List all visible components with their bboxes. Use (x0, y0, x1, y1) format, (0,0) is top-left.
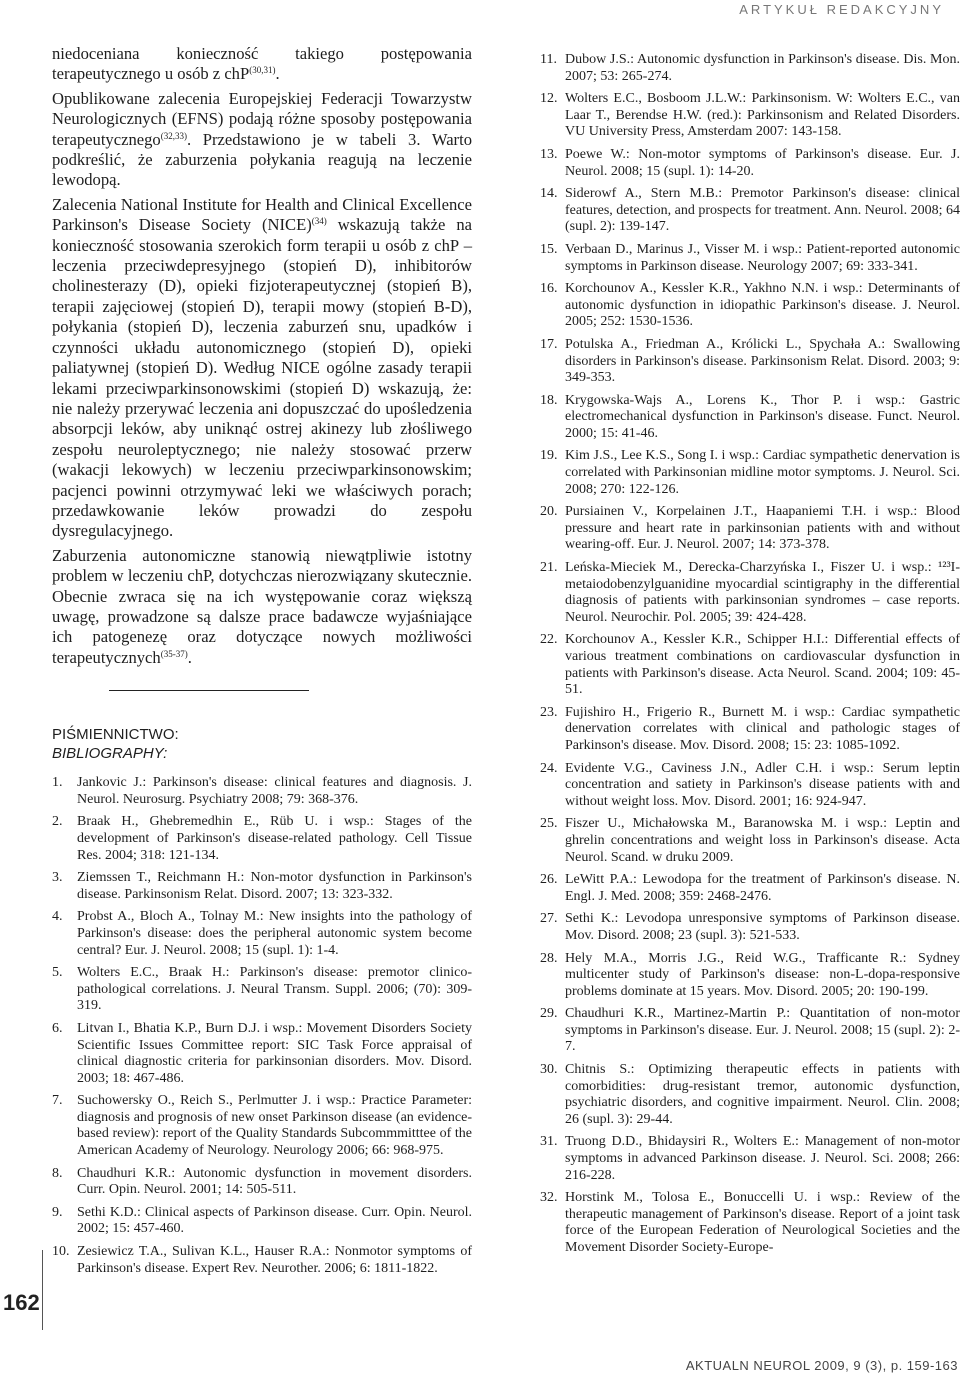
reference-text: Fujishiro H., Frigerio R., Burnett M. i wsp.: Cardiac sympathetic denervation correlates with clinical and pathologic stages of Parkinson's disease. Mov. Disord. 2008; 15: 23: 1085-1092. (565, 704, 960, 753)
reference-list-right (540, 52, 960, 1257)
reference-item (540, 705, 960, 755)
citation: (34) (311, 216, 327, 227)
paragraph-3: Zalecenia National Institute for Health and Clinical Excellence Parkinson's Disease Society (NICE)$^{(34)}$ wskazują także na konieczność stosowania szerokich form terapii u osób z chP – leczenia przeciwdepresyjnego (stopień D), inhibitorów cholinesterazy (D), opieki fizjoterapeutycznej (stopień B), terapii zajęciowej (stopień D), terapii mowy (stopień B-D), połykania (stopień D), leczenia zaburzeń snu, upadków i czynności układu autonomicznego (stopień D), opieki paliatywnej (stopień D). Według NICE ogólne zasady terapii lekami przeciwparkinsonowskimi (stopień D) wskazują, że: nie należy przerywać leczenia ani dopuszczać do upośledzenia absorpcji leków, aby uniknąć ostrej akinezy lub złośliwego zespołu neuroleptycznego; nie należy stosować przerw (wakacji lekowych) w leczeniu przeciwparkinsonowskim; pacjenci powinni otrzymywać leki we właściwych porach; przedawkowanie leków prowadzi do zespołu dysregulacyjnego. (52, 194, 472, 541)
reference-item (540, 337, 960, 387)
reference-number: 30. (540, 1062, 558, 1078)
reference-text: Wolters E.C., Braak H.: Parkinson's disease: premotor clinico-pathological correlations. J. Neural Transm. Suppl. 2006; (70): 309-319. (77, 965, 472, 1014)
reference-item (540, 393, 960, 443)
reference-number: 22. (540, 632, 558, 648)
reference-item (52, 909, 472, 959)
reference-number: 31. (540, 1134, 558, 1150)
reference-item (540, 1006, 960, 1056)
reference-text: Fiszer U., Michałowska M., Baranowska M. i wsp.: Leptin and ghrelin concentrations and weight loss in Parkinson's disease. Acta Neurol. Scand. w druku 2009. (565, 816, 960, 865)
reference-number: 29. (540, 1006, 558, 1022)
reference-number: 13. (540, 146, 558, 162)
reference-item (540, 52, 960, 85)
reference-item (540, 1134, 960, 1184)
reference-number: 8. (52, 1165, 63, 1181)
reference-item (540, 242, 960, 275)
reference-text: LeWitt P.A.: Lewodopa for the treatment of Parkinson's disease. N. Engl. J. Med. 2008; 359: 2468-2476. (565, 872, 960, 904)
citation: (32,33) (160, 130, 187, 141)
reference-item (52, 1166, 472, 1199)
reference-number: 12. (540, 91, 558, 107)
reference-number: 5. (52, 965, 63, 981)
reference-number: 20. (540, 504, 558, 520)
reference-text: Sethi K.D.: Clinical aspects of Parkinson disease. Curr. Opin. Neurol. 2002; 15: 457-460. (77, 1204, 472, 1237)
reference-text: Horstink M., Tolosa E., Bonuccelli U. i wsp.: Review of the therapeutic management of Parkinson's disease. Report of a joint task force of the European Federation of Neurological Societies and the Movement Disorder Society-Europe- (565, 1190, 960, 1255)
reference-text: Zesiewicz T.A., Sulivan K.L., Hauser R.A.: Nonmotor symptoms of Parkinson's disease. Expert Rev. Neurother. 2006; 6: 1811-1822. (77, 1244, 472, 1276)
page-number-divider (42, 1250, 43, 1330)
reference-number: 2. (52, 814, 63, 830)
reference-text: Chitnis S.: Optimizing therapeutic effects in patients with comorbidities: drug-resistant tremor, autonomic dysfunction, psychiatric disorders, and cognitive impairment. Neurol. Clin. 2008; 26 (supl. 3): 29-44. (565, 1062, 960, 1127)
reference-number: 4. (52, 909, 63, 925)
reference-number: 1. (52, 775, 63, 791)
reference-item (52, 1021, 472, 1087)
reference-number: 7. (52, 1093, 63, 1109)
reference-number: 27. (540, 911, 558, 927)
reference-text: Truong D.D., Bhidaysiri R., Wolters E.: Management of non-motor symptoms in advanced Parkinson disease. J. Neurol. Sci. 2008; 266: 216-228. (565, 1134, 960, 1183)
paragraph-2: Opublikowane zalecenia Europejskiej Federacji Towarzystw Neurologicznych (EFNS) podają różne sposoby postępowania terapeutycznego$^{(32,33)}$. Przedstawiono je w tabeli 3. Warto podkreślić, że zaburzenia połykania reagują na leczenie lewodopą. (52, 88, 472, 190)
paragraph-4: Zaburzenia autonomiczne stanowią niewątpliwie istotny problem w leczeniu chP, dotychczas nierozwiązany skutecznie. Obecnie zwraca się na ich występowanie coraz większą uwagę, prowadzone są dalsze prace badawcze wyjaśniające ich patogenezę oraz dotyczące nowych możliwości terapeutycznych$^{(35-37)}$. (52, 545, 472, 667)
reference-item (540, 448, 960, 498)
reference-text: Kim J.S., Lee K.S., Song I. i wsp.: Cardiac sympathetic denervation is correlated with Parkinsonian midline motor symptoms. J. Neurol. Sci. 2008; 270: 122-126. (565, 448, 960, 497)
reference-item (540, 560, 960, 626)
reference-item (540, 632, 960, 698)
reference-item (540, 872, 960, 905)
reference-item (540, 281, 960, 331)
reference-list-left (52, 775, 472, 1277)
reference-text: Poewe W.: Non-motor symptoms of Parkinson's disease. Eur. J. Neurol. 2008; 15 (supl. 1): 14-20. (565, 146, 960, 179)
reference-item (540, 1190, 960, 1256)
reference-item (540, 1062, 960, 1128)
citation: (35-37) (160, 648, 188, 659)
reference-text: Jankovic J.: Parkinson's disease: clinical features and diagnosis. J. Neurol. Neurosurg. Psychiatry 2008; 79: 368-376. (77, 775, 472, 807)
reference-text: Evidente V.G., Caviness J.N., Adler C.H. i wsp.: Serum leptin concentration and satiety in Parkinson's disease patients with and without weight loss. Mov. Disord. 2001; 16: 924-947. (565, 760, 960, 809)
reference-number: 17. (540, 336, 558, 352)
reference-item (540, 147, 960, 180)
reference-item (52, 814, 472, 864)
reference-text: Verbaan D., Marinus J., Visser M. i wsp.: Patient-reported autonomic symptoms in Parkinson disease. Neurology 2007; 69: 333-341. (565, 241, 960, 274)
reference-text: Chaudhuri K.R.: Autonomic dysfunction in movement disorders. Curr. Opin. Neurol. 2001; 14: 505-511. (77, 1165, 472, 1198)
reference-number: 11. (540, 52, 557, 67)
bibliography-title: PIŚMIENNICTWO: (52, 726, 179, 744)
section-header: ARTYKUŁ REDAKCYJNY (739, 2, 944, 17)
journal-footer: AKTUALN NEUROL 2009, 9 (3), p. 159-163 (685, 1358, 958, 1373)
reference-item (540, 761, 960, 811)
bibliography-subtitle: BIBLIOGRAPHY: (52, 745, 168, 763)
reference-item (52, 1205, 472, 1238)
reference-number: 23. (540, 704, 558, 720)
reference-text: Pursiainen V., Korpelainen J.T., Haapaniemi T.H. i wsp.: Blood pressure and heart rate in parkinsonian patients with and without wearing-off. Eur. J. Neurol. 2007; 14: 373-378. (565, 504, 960, 553)
citation: (30,31) (249, 65, 276, 76)
separator-rule (109, 690, 309, 691)
reference-number: 32. (540, 1190, 558, 1206)
article-body (52, 44, 472, 668)
reference-text: Ziemssen T., Reichmann H.: Non-motor dysfunction in Parkinson's disease. Parkinsonism Relat. Disord. 2007; 13: 323-332. (77, 870, 472, 902)
reference-number: 16. (540, 281, 558, 297)
reference-item (540, 816, 960, 866)
reference-number: 19. (540, 448, 558, 464)
reference-text: Chaudhuri K.R., Martinez-Martin P.: Quantitation of non-motor symptoms in Parkinson's disease. Eur. J. Neurol. 2008; 15 (supl. 2): 2-7. (565, 1006, 960, 1055)
reference-number: 15. (540, 241, 558, 257)
reference-text: Braak H., Ghebremedhin E., Rüb U. i wsp.: Stages of the development of Parkinson's disease-related pathology. Cell Tissue Res. 2004; 318: 121-134. (77, 814, 472, 863)
reference-number: 6. (52, 1020, 63, 1036)
reference-item (52, 965, 472, 1015)
reference-text: Dubow J.S.: Autonomic dysfunction in Parkinson's disease. Dis. Mon. 2007; 53: 265-274. (565, 52, 960, 84)
reference-number: 24. (540, 760, 558, 776)
reference-text: Suchowersky O., Reich S., Perlmutter J. i wsp.: Practice Parameter: diagnosis and prognosis of new onset Parkinson disease (an evidence-based review): report of the Quality Standards Subcommmitttee of the American Academy of Neurology. Neurology 2006; 66: 968-975. (77, 1093, 472, 1159)
reference-text: Krygowska-Wajs A., Lorens K., Thor P. i wsp.: Gastric electromechanical dysfunction in Parkinson's disease. Funct. Neurol. 2000; 15: 41-46. (565, 392, 960, 441)
reference-text: Litvan I., Bhatia K.P., Burn D.J. i wsp.: Movement Disorders Society Scientific Issues Committee report: SIC Task Force appraisal of clinical diagnostic criteria for parkinsonian disorders. Mov. Disord. 2003; 18: 467-486. (77, 1020, 472, 1086)
reference-item (52, 870, 472, 903)
reference-text: Korchounov A., Kessler K.R., Schipper H.I.: Differential effects of various treatment combinations on cardiovascular dysfunction in patients with Parkinson's disease. Acta Neurol. Scand. 2004; 109: 45-51. (565, 632, 960, 698)
reference-text: Hely M.A., Morris J.G., Reid W.G., Trafficante R.: Sydney multicenter study of Parkinson's disease: non-L-dopa-responsive problems dominate at 15 years. Mov. Disord. 2005; 20: 190-199. (565, 950, 960, 999)
reference-text: Wolters E.C., Bosboom J.L.W.: Parkinsonism. W: Wolters E.C., van Laar T., Berendse H.W. (red.): Parkinsonism and Related Disorders. VU University Press, Amsterdam 2007: 143-158. (565, 91, 960, 140)
reference-item (540, 911, 960, 944)
left-column (52, 44, 472, 1283)
reference-text: Sethi K.: Levodopa unresponsive symptoms of Parkinson disease. Mov. Disord. 2008; 23 (supl. 3): 521-533. (565, 911, 960, 943)
reference-item (52, 775, 472, 808)
page-number: 162 (3, 1290, 40, 1315)
reference-text: Potulska A., Friedman A., Królicki L., Spychała A.: Swallowing disorders in Parkinson's disease. Parkinsonism Relat. Disord. 2003; 9: 349-353. (565, 336, 960, 386)
reference-item (52, 1244, 472, 1277)
reference-text: Korchounov A., Kessler K.R., Yakhno N.N. i wsp.: Determinants of autonomic dysfunction in idiopathic Parkinson's disease. J. Neurol. 2005; 252: 1530-1536. (565, 281, 960, 330)
paragraph-1: niedoceniana konieczność takiego postępowania terapeutycznego u osób z chP$^{(30,31)}$. (52, 44, 472, 84)
reference-item (540, 91, 960, 141)
reference-text: Leńska-Mieciek M., Derecka-Charzyńska I., Fiszer U. i wsp.: ¹²³I-metaiodobenzylguanidine myocardial scintigraphy in the differential diagnosis of patients with parkinsonian syndromes – case reports. Neurol. Neurochir. Pol. 2005; 39: 424-428. (565, 560, 960, 625)
reference-text: Probst A., Bloch A., Tolnay M.: New insights into the pathology of Parkinson's disease: does the peripheral autonomic system become central? Eur. J. Neurol. 2008; 15 (supl. 1): 1-4. (77, 909, 472, 958)
reference-item (540, 186, 960, 236)
reference-number: 3. (52, 870, 63, 886)
reference-number: 25. (540, 816, 558, 832)
reference-number: 28. (540, 950, 558, 966)
reference-text: Siderowf A., Stern M.B.: Premotor Parkinson's disease: clinical features, detection, and prospects for treatment. Ann. Neurol. 2008; 64 (supl. 2): 139-147. (565, 186, 960, 235)
reference-item (540, 504, 960, 554)
reference-number: 9. (52, 1204, 63, 1220)
reference-number: 14. (540, 186, 558, 202)
reference-number: 10. (52, 1244, 70, 1260)
reference-number: 18. (540, 392, 558, 408)
reference-number: 26. (540, 872, 558, 888)
reference-item (540, 951, 960, 1001)
right-column (540, 52, 960, 1263)
reference-item (52, 1093, 472, 1159)
reference-number: 21. (540, 560, 558, 576)
